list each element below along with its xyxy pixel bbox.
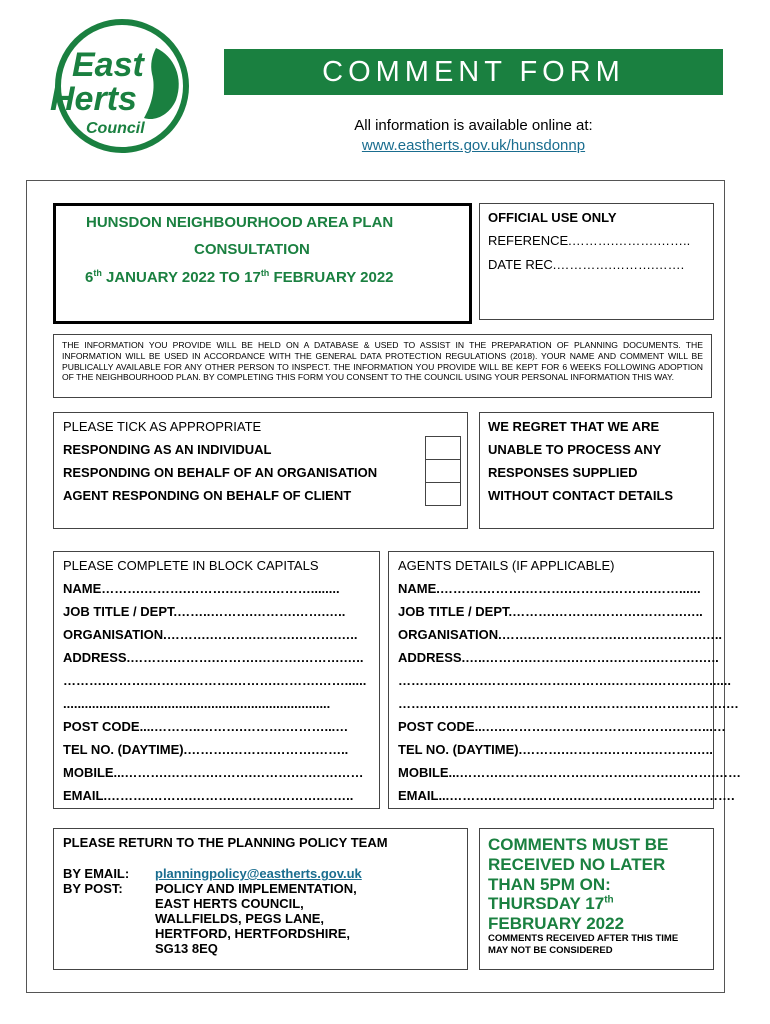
- name-field[interactable]: NAME……….……….……….……….………........: [63, 581, 340, 596]
- reference-field[interactable]: REFERENCE.……….……….……..: [488, 233, 691, 248]
- return-title: PLEASE RETURN TO THE PLANNING POLICY TEAM: [63, 835, 388, 850]
- deadline-day-sup: th: [604, 894, 614, 906]
- option-individual-label: RESPONDING AS AN INDIVIDUAL: [63, 442, 272, 457]
- option-organisation-label: RESPONDING ON BEHALF OF AN ORGANISATION: [63, 465, 378, 480]
- address-line-3: WALLFIELDS, PEGS LANE,: [155, 911, 325, 926]
- organisation-field[interactable]: ORGANISATION.……….……….……….……….…..: [63, 627, 358, 642]
- email-label: BY EMAIL:: [63, 866, 130, 881]
- address-line-2: EAST HERTS COUNCIL,: [155, 896, 304, 911]
- agent-postcode-field[interactable]: POST CODE...…..……….……….……….……….……...…: [398, 719, 726, 734]
- warning-line-1: WE REGRET THAT WE ARE: [488, 419, 660, 434]
- return-instructions-box: [53, 828, 468, 970]
- agent-telephone-field[interactable]: TEL NO. (DAYTIME).……….……….……….……….…..: [398, 742, 713, 757]
- consultation-box: [53, 203, 472, 324]
- form-title-banner: COMMENT FORM: [224, 49, 723, 95]
- deadline-line-1: COMMENTS MUST BE: [488, 835, 669, 854]
- date-start-sup: th: [93, 268, 102, 278]
- logo-text-east: East: [72, 46, 144, 84]
- deadline-note-2: MAY NOT BE CONSIDERED: [488, 945, 613, 956]
- option-agent-label: AGENT RESPONDING ON BEHALF OF CLIENT: [63, 488, 352, 503]
- tick-box-organisation[interactable]: [425, 459, 461, 483]
- address-field-1[interactable]: ADDRESS.……….……….……….……….……….…..: [63, 650, 364, 665]
- info-text: All information is available online at:: [354, 117, 593, 134]
- agent-email-field[interactable]: EMAIL...……….……….……….……….……….……….…….: [398, 788, 735, 803]
- deadline-note-1: COMMENTS RECEIVED AFTER THIS TIME: [488, 933, 679, 944]
- deadline-box: [479, 828, 714, 970]
- date-end-sup: th: [260, 268, 270, 278]
- agent-organisation-field[interactable]: ORGANISATION.…….……….……….……….……….…..: [398, 627, 723, 642]
- official-use-box: [479, 203, 714, 320]
- deadline-day: [488, 894, 614, 914]
- deadline-day-text: THURSDAY 17: [488, 894, 605, 913]
- address-field-2[interactable]: ……….……….……….……….……….……….……......: [63, 673, 367, 688]
- tick-box-individual[interactable]: [425, 436, 461, 460]
- personal-details-title: PLEASE COMPLETE IN BLOCK CAPITALS: [63, 558, 319, 573]
- logo-graphic: [44, 18, 200, 154]
- deadline-date: FEBRUARY 2022: [488, 914, 625, 933]
- address-line-1: POLICY AND IMPLEMENTATION,: [155, 881, 357, 896]
- warning-line-4: WITHOUT CONTACT DETAILS: [488, 488, 674, 503]
- address-field-3[interactable]: ..........................................................................: [63, 696, 331, 711]
- consultation-title: HUNSDON NEIGHBOURHOOD AREA PLAN: [86, 214, 394, 231]
- address-line-4: HERTFORD, HERTFORDSHIRE,: [155, 926, 350, 941]
- agent-name-field[interactable]: NAME.……….……….……….……….……….……......: [398, 581, 701, 596]
- postcode-field[interactable]: POST CODE....………..……….……….………...…: [63, 719, 349, 734]
- data-protection-notice: THE INFORMATION YOU PROVIDE WILL BE HELD ON A DATABASE & USED TO ASSIST IN THE PREPARATION OF PLANNING DOCUMENTS. THE INFORMATION WILL BE USED IN ACCORDANCE WITH THE GENERAL DATA PROTECTION REGULATIONS (2018). YOUR NAME AND COMMENT WILL BE PUBLICALLY AVAILABLE FOR ANY OTHER PERSON TO INSPECT. THE INFORMATION YOU PROVIDE WILL BE KEPT FOR 6 WEEKS FOLLOWING ADOPTION OF THE NEIGHBOURHOOD PLAN. BY COMPLETING THIS FORM YOU CONSENT TO THE COUNCIL USING YOUR PERSONAL INFORMATION THIS WAY.: [53, 334, 712, 398]
- logo-text-herts: Herts: [50, 80, 137, 118]
- tick-box-agent[interactable]: [425, 482, 461, 506]
- agent-address-field-1[interactable]: ADDRESS.…..……….……….……….……….……….…..: [398, 650, 719, 665]
- official-use-title: OFFICIAL USE ONLY: [488, 210, 617, 225]
- contact-details-warning-box: [479, 412, 714, 529]
- post-label: BY POST:: [63, 881, 123, 896]
- date-range-mid: JANUARY 2022 TO 17: [101, 269, 261, 286]
- warning-line-2: UNABLE TO PROCESS ANY: [488, 442, 662, 457]
- address-line-5: SG13 8EQ: [155, 941, 218, 956]
- personal-details-section: [53, 551, 380, 809]
- agent-details-title: AGENTS DETAILS (IF APPLICABLE): [398, 558, 615, 573]
- agent-mobile-field[interactable]: MOBILE...……….……….……….……….……….……….……: [398, 765, 742, 780]
- website-link[interactable]: www.eastherts.gov.uk/hunsdonnp: [361, 137, 586, 154]
- consultation-dates: [85, 268, 394, 286]
- job-title-field[interactable]: JOB TITLE / DEPT.……..……….……….…….…..: [63, 604, 346, 619]
- logo-text-council: Council: [86, 120, 145, 137]
- date-start-day: 6: [85, 269, 94, 286]
- warning-line-3: RESPONSES SUPPLIED: [488, 465, 638, 480]
- agent-address-field-3[interactable]: …….……….……….……….……….……….……….……….…: [398, 696, 739, 711]
- tick-section-title: PLEASE TICK AS APPROPRIATE: [63, 419, 262, 434]
- date-end: FEBRUARY 2022: [269, 269, 394, 286]
- agent-address-field-2[interactable]: ……….……….……….……….……….……….……….…......: [398, 673, 731, 688]
- deadline-line-2: RECEIVED NO LATER: [488, 855, 666, 874]
- date-received-field[interactable]: DATE REC.………….……….…….: [488, 257, 685, 272]
- tick-section: [53, 412, 468, 529]
- deadline-line-3: THAN 5PM ON:: [488, 875, 611, 894]
- email-field[interactable]: EMAIL.……….……….……….……….……….……..: [63, 788, 354, 803]
- agent-details-section: [388, 551, 742, 809]
- planning-email-link[interactable]: planningpolicy@eastherts.gov.uk: [155, 866, 362, 881]
- agent-job-title-field[interactable]: JOB TITLE / DEPT.……….……….……….……….…..: [398, 604, 703, 619]
- east-herts-logo: [44, 18, 200, 154]
- consultation-subtitle: CONSULTATION: [194, 241, 310, 258]
- info-block: [224, 116, 723, 156]
- telephone-field[interactable]: TEL NO. (DAYTIME).……….……….……….……..: [63, 742, 349, 757]
- mobile-field[interactable]: MOBILE...……….……….……….……….……….……: [63, 765, 364, 780]
